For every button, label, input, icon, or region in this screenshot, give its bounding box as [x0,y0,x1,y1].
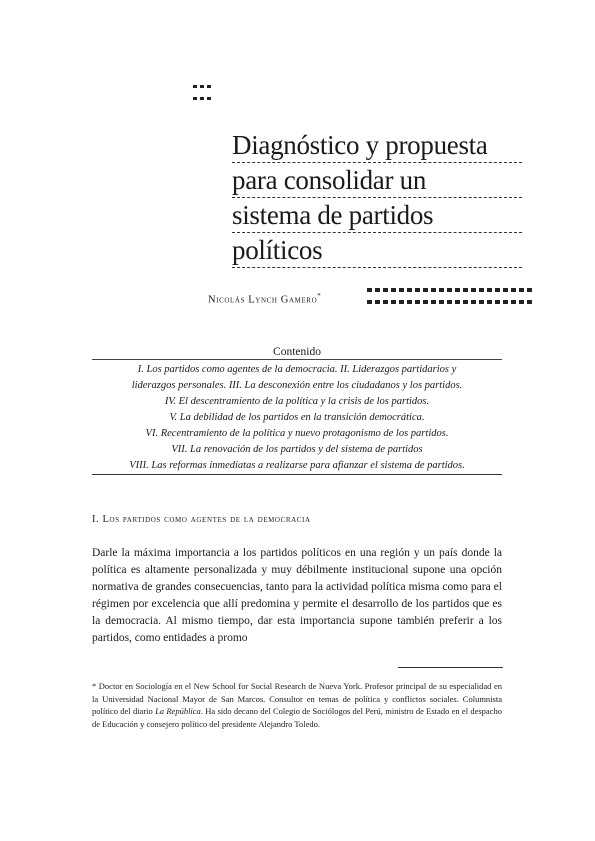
toc-line: V. La debilidad de los partidos en la transición democrática. [169,412,425,423]
author-text: Nicolás Lynch Gamero [208,294,318,306]
toc-line: VIII. Las reformas inmediatas a realizarse para afianzar el sistema de partidos. [92,458,502,475]
title-line: para consolidar un [232,163,522,198]
footnote [92,680,502,730]
table-of-contents [92,346,502,475]
author-name [208,292,321,306]
toc-line: I. Los partidos como agentes de la democracia. II. Liderazgos partidarios y [137,364,457,375]
section-heading: I. Los partidos como agentes de la democracia [92,514,311,525]
footnote-text-after: . Ha sido decano del Colegio de Sociólogos del Perú, ministro de Estado en el despacho de Educación y consejero político del presidente Alejandro Toledo. [92,706,502,729]
toc-line: liderazgos personales. III. La desconexión entre los ciudadanos y los partidos. [131,380,463,391]
contents-heading: Contenido [92,346,502,360]
footnote-newspaper: La República [155,706,201,716]
title-line: Diagnóstico y propuesta [232,128,522,163]
footnote-text-before: Doctor en Sociología en el New School for Social Research de Nueva York. Profesor principal de su especialidad en la Universidad Nacional Mayor de San Marcos. Consultor en temas de política y conflictos sociales. Columnista político del diario [92,681,502,716]
toc-line: IV. El descentramiento de la política y la crisis de los partidos. [164,396,430,407]
decorative-marks-top [193,85,211,88]
body-paragraph: Darle la máxima importancia a los partidos políticos en una región y un país donde la política es altamente personalizada y muy débilmente institucional supone una opción normativa de grandes consecuencias, tanto para la actividad política misma como para el régimen por excelencia que allí predomina y permite el desarrollo de los partidos que es la democracia. Al mismo tiempo, dar esta importancia supone también preferir a los partidos, como entidades a promo [92,547,502,644]
footnote-mark: * [92,681,97,691]
decorative-marks-author-2 [367,300,532,304]
footnote-divider [398,667,503,668]
decorative-marks-top-2 [193,97,211,100]
title-line: sistema de partidos [232,198,522,233]
author-footnote-mark: * [317,292,322,300]
title-line: políticos [232,233,522,268]
toc-line: VII. La renovación de los partidos y del sistema de partidos [171,444,423,455]
toc-line: VI. Recentramiento de la política y nuevo protagonismo de los partidos. [145,428,449,439]
decorative-marks-author [367,288,532,292]
article-title [232,128,522,268]
